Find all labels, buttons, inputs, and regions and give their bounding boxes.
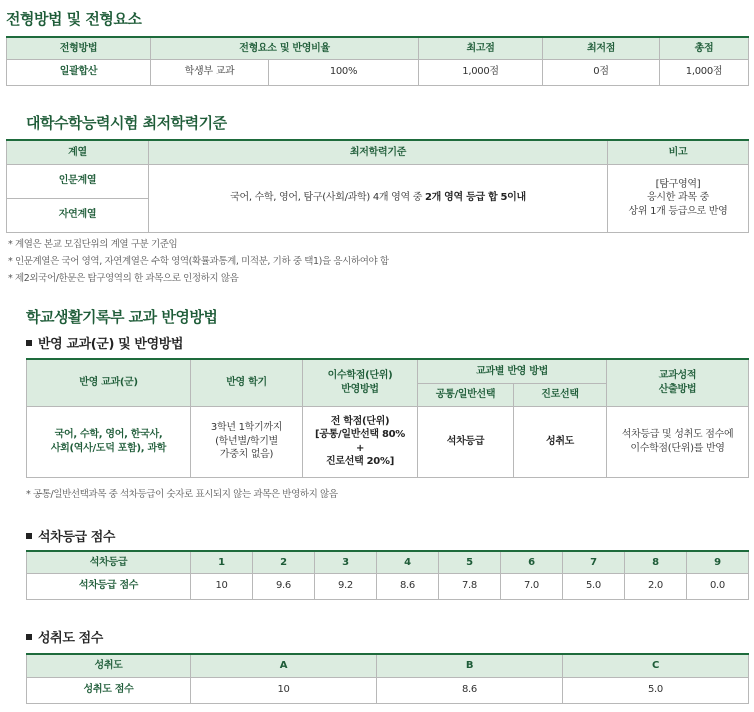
note-foreign: * 제2외국어/한문은 탐구영역의 한 과목으로 인정하지 않음: [8, 273, 239, 284]
criteria-cell: [149, 164, 608, 232]
credit-line: 전 학점(단위): [330, 415, 390, 427]
calc-line: 석차등급 및 성취도 점수에: [621, 429, 734, 440]
header-credit-line: 이수학점(단위): [327, 370, 393, 382]
subtitle-achievement-score-text: 성취도 점수: [38, 631, 103, 646]
header-max-score: 최고점: [419, 37, 543, 59]
grade-2: 2: [253, 551, 315, 573]
achievement-b: B: [377, 654, 563, 677]
grade-6: 6: [501, 551, 563, 573]
grade-score-3: 9.2: [315, 573, 377, 599]
cell-min: 0점: [543, 59, 660, 85]
header-calc-line: 산출방법: [658, 383, 697, 395]
cell-subjects: [27, 406, 191, 477]
semester-line: 3학년 1학기까지: [210, 422, 283, 434]
header-calc-line: 교과성적: [658, 370, 697, 382]
track-natural: 자연계열: [7, 198, 149, 232]
grade-3: 3: [315, 551, 377, 573]
subjects-line: 사회(역사/도덕 포함), 과학: [50, 442, 167, 454]
achievement-score-a: 10: [191, 677, 377, 703]
achievement-c: C: [563, 654, 749, 677]
cell-career: 성취도: [514, 406, 607, 477]
grade-score-4: 8.6: [377, 573, 439, 599]
grade-score-9: 0.0: [687, 573, 749, 599]
grade-9: 9: [687, 551, 749, 573]
cell-element: 학생부 교과: [151, 59, 269, 85]
header-grade: 석차등급: [27, 551, 191, 573]
grade-8: 8: [625, 551, 687, 573]
header-criteria: 최저학력기준: [149, 140, 608, 164]
criteria-text: 국어, 수학, 영어, 탐구(사회/과학) 4개 영역 중: [230, 192, 425, 204]
label-grade-score: 석차등급 점수: [27, 573, 191, 599]
grade-7: 7: [563, 551, 625, 573]
square-bullet-icon: [26, 533, 32, 539]
remark-line: 상위 1개 등급으로 반영: [628, 205, 728, 217]
subtitle-subjects: [26, 333, 183, 352]
cell-common: 석차등급: [418, 406, 514, 477]
header-achievement: 성취도: [27, 654, 191, 677]
grade-score-5: 7.8: [439, 573, 501, 599]
header-min-score: 최저점: [543, 37, 660, 59]
cell-total: 1,000점: [660, 59, 749, 85]
semester-line: (학년별/학기별: [215, 435, 278, 447]
header-total-score: 총점: [660, 37, 749, 59]
header-career: 진로선택: [514, 383, 607, 406]
credit-line: [공통/일반선택 80%: [315, 429, 405, 440]
achievement-a: A: [191, 654, 377, 677]
square-bullet-icon: [26, 634, 32, 640]
achievement-score-c: 5.0: [563, 677, 749, 703]
header-element-ratio: 전형요소 및 반영비율: [151, 37, 419, 59]
grade-score-6: 7.0: [501, 573, 563, 599]
header-credit-line: 반영방법: [341, 383, 379, 395]
subtitle-subjects-text: 반영 교과(군) 및 반영방법: [38, 337, 184, 352]
csat-minimum-table: [6, 139, 749, 233]
grade-score-2: 9.6: [253, 573, 315, 599]
grade-score-1: 10: [191, 573, 253, 599]
header-subjects: 반영 교과(군): [27, 359, 191, 406]
credit-line: 진로선택 20%]: [326, 456, 394, 467]
cell-calc: [607, 406, 749, 477]
square-bullet-icon: [26, 340, 32, 346]
subtitle-grade-score-text: 석차등급 점수: [38, 530, 116, 545]
semester-line: 가중치 없음): [219, 449, 274, 461]
label-achievement-score: 성취도 점수: [27, 677, 191, 703]
note-required: * 인문계열은 국어 영역, 자연계열은 수학 영역(확률과통계, 미적분, 기하 중 택1)을 응시하여야 함: [8, 256, 389, 267]
grade-4: 4: [377, 551, 439, 573]
section-title-csat-minimum: 대학수학능력시험 최저학력기준: [26, 114, 227, 132]
criteria-bold: 2개 영역 등급 합 5이내: [424, 192, 526, 204]
grade-score-8: 2.0: [625, 573, 687, 599]
header-selection-method: 전형방법: [7, 37, 151, 59]
remarks-cell: [608, 164, 749, 232]
cell-semester: [191, 406, 303, 477]
subtitle-grade-score: [26, 526, 115, 545]
subjects-line: 국어, 수학, 영어, 한국사,: [54, 429, 163, 440]
note-common-elective: * 공통/일반선택과목 중 석차등급이 숫자로 표시되지 않는 과목은 반영하지 않음: [26, 489, 338, 500]
section-title-selection-method: 전형방법 및 전형요소: [6, 10, 142, 28]
achievement-score-table: [26, 653, 749, 704]
track-humanities: 인문계열: [7, 164, 149, 198]
remark-line: [탐구영역]: [655, 178, 701, 190]
cell-ratio: 100%: [269, 59, 419, 85]
header-semester: 반영 학기: [191, 359, 303, 406]
selection-method-table: [6, 36, 749, 86]
header-common: 공통/일반선택: [418, 383, 514, 406]
credit-line: +: [355, 442, 365, 454]
cell-credit: [303, 406, 418, 477]
calc-line: 이수학점(단위)를 반영: [630, 442, 725, 454]
header-calc: [607, 359, 749, 406]
header-method: 교과별 반영 방법: [418, 359, 607, 383]
grade-score-table: [26, 550, 749, 600]
achievement-score-b: 8.6: [377, 677, 563, 703]
cell-method: 일괄합산: [7, 59, 151, 85]
header-remarks: 비고: [608, 140, 749, 164]
grade-1: 1: [191, 551, 253, 573]
header-credit: [303, 359, 418, 406]
remark-line: 응시한 과목 중: [647, 192, 709, 204]
section-title-school-record: 학교생활기록부 교과 반영방법: [26, 308, 218, 326]
grade-score-7: 5.0: [563, 573, 625, 599]
subtitle-achievement-score: [26, 627, 103, 646]
subjects-table: [26, 358, 749, 478]
grade-5: 5: [439, 551, 501, 573]
cell-max: 1,000점: [419, 59, 543, 85]
note-track: * 계열은 본교 모집단위의 계열 구분 기준임: [8, 239, 178, 250]
header-track: 계열: [7, 140, 149, 164]
